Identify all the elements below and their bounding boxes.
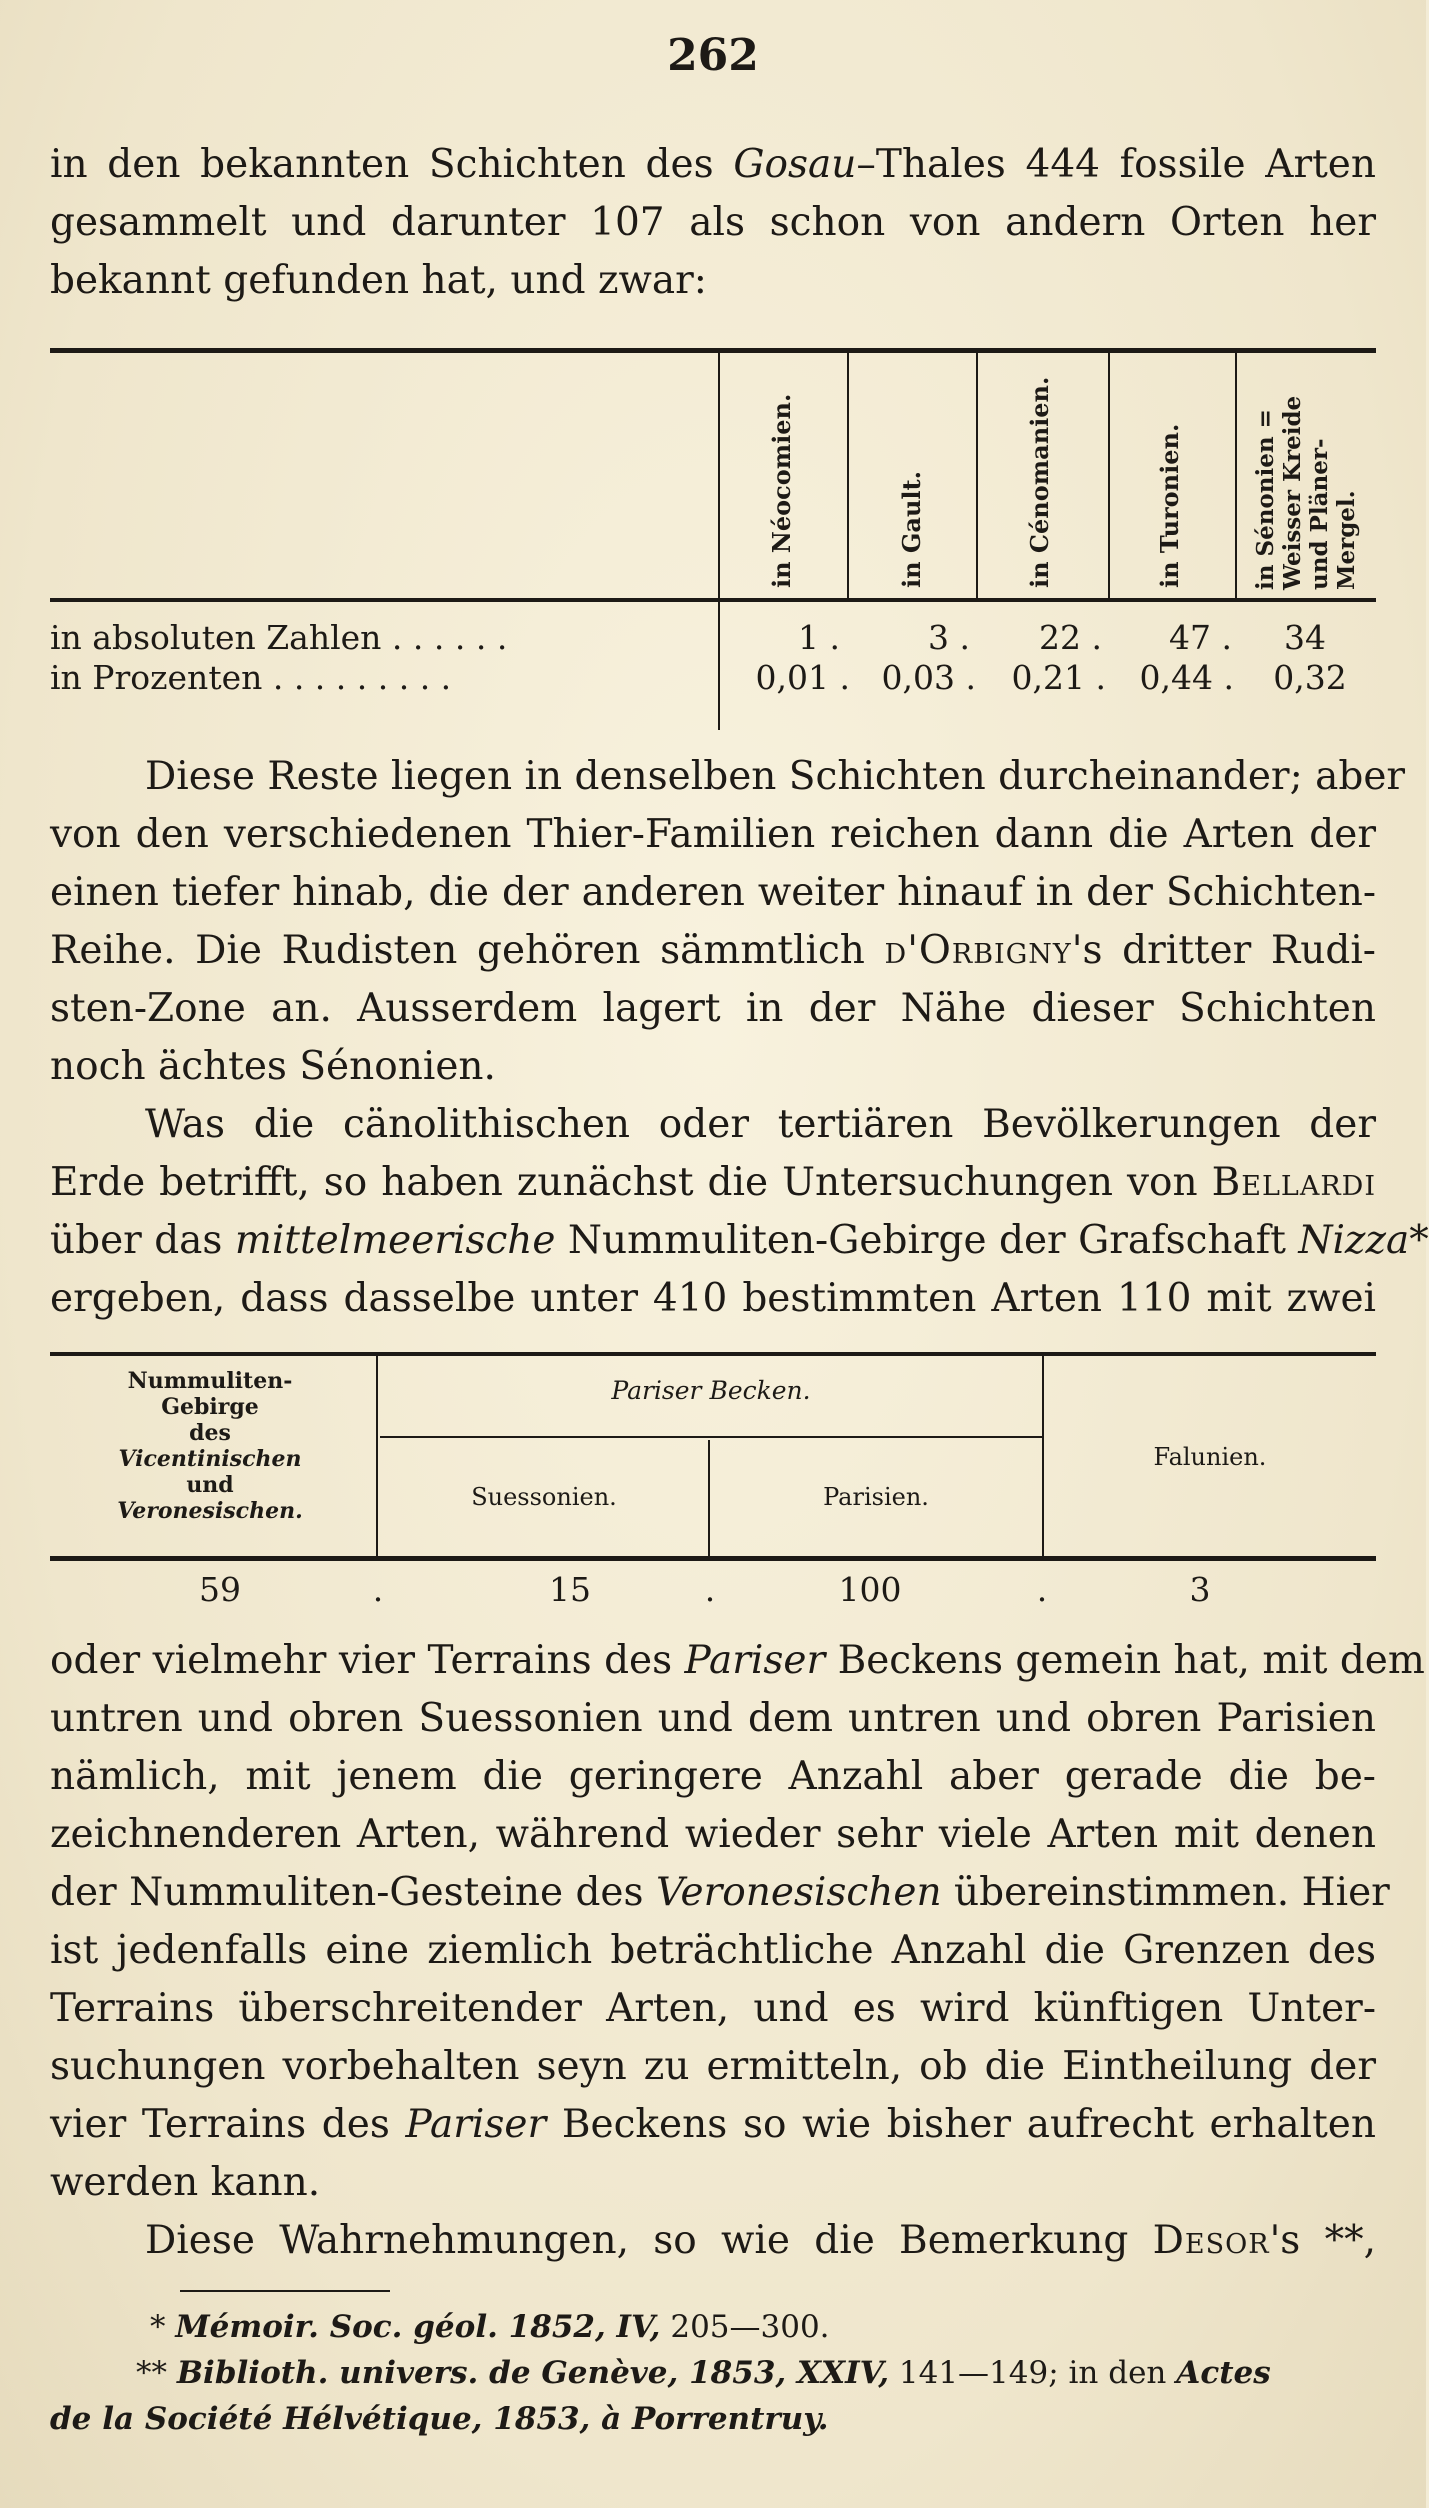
table-cell: 0,03 . bbox=[881, 658, 976, 697]
table-stage-counts bbox=[50, 340, 1376, 740]
table-cell: 15 bbox=[549, 1570, 591, 1609]
paragraph-rudisten bbox=[50, 748, 1406, 1096]
footnote-rule bbox=[180, 2290, 390, 2292]
text-line: bekannt gefunden hat, und zwar: bbox=[50, 258, 707, 303]
author-name: Desor bbox=[1152, 2218, 1270, 2263]
text-line: suchungen vorbehalten seyn zu ermitteln, ob die Eintheilung der bbox=[50, 2044, 1376, 2089]
text: Erde betrifft, so haben zunächst die Untersuchungen von bbox=[50, 1160, 1198, 1205]
text: Diese Wahrnehmungen, so wie die Bemerkung bbox=[145, 2218, 1129, 2263]
column-header-cenomanien: in Cénomanien. bbox=[1025, 376, 1054, 588]
footnote-citation: de la Société Hélvétique, 1853, à Porrentruy. bbox=[50, 2401, 829, 2437]
table-cell: 0,01 . bbox=[755, 658, 850, 697]
footnote-marker: * bbox=[150, 2309, 166, 2345]
text-italic: Veronesischen bbox=[655, 1870, 942, 1915]
row-label: in absoluten Zahlen . . . . . . bbox=[50, 618, 508, 657]
table-top-rule bbox=[50, 348, 1376, 353]
header-line: Vicentinischen bbox=[118, 1446, 302, 1472]
table-header-rule bbox=[50, 1556, 1376, 1561]
column-header-turonien: in Turonien. bbox=[1155, 423, 1184, 588]
text-italic: Pariser bbox=[405, 2102, 547, 2147]
text-italic: Nizza bbox=[1298, 1218, 1410, 1263]
header-line: Veronesischen. bbox=[117, 1498, 303, 1524]
text-line: Was die cänolithischen oder tertiären Bevölkerungen der bbox=[145, 1102, 1376, 1147]
table-cell: 100 bbox=[838, 1570, 902, 1609]
header-line: Gebirge bbox=[161, 1394, 259, 1420]
footnote-2 bbox=[136, 2350, 1376, 2396]
text-line: gesammelt und darunter 107 als schon von andern Orten her bbox=[50, 200, 1376, 245]
text-line: zeichnenderen Arten, während wieder sehr viele Arten mit denen bbox=[50, 1812, 1376, 1857]
author-name: d'Orbigny bbox=[884, 928, 1072, 973]
table-divider bbox=[847, 352, 849, 598]
table-group-rule bbox=[380, 1436, 1042, 1438]
footnote-2-continued bbox=[50, 2396, 1376, 2442]
table-cell: 1 . bbox=[798, 618, 840, 657]
text-line: sten-Zone an. Ausserdem lagert in der Nähe dieser Schichten bbox=[50, 986, 1376, 1031]
footnote-marker: * bbox=[1409, 1218, 1429, 1263]
table-cell: 0,44 . bbox=[1139, 658, 1234, 697]
table-nummuliten bbox=[50, 1348, 1376, 1618]
column-header-parisien: Parisien. bbox=[823, 1483, 929, 1511]
column-header-gault: in Gault. bbox=[897, 471, 926, 588]
page-number: 262 bbox=[667, 30, 759, 81]
header-line: des bbox=[189, 1420, 231, 1446]
text-line: Diese Reste liegen in denselben Schichten durcheinander; aber bbox=[145, 754, 1406, 799]
text-line: nämlich, mit jenem die geringere Anzahl aber gerade die be- bbox=[50, 1754, 1376, 1799]
footnote-pages: 141—149; in den bbox=[898, 2355, 1167, 2391]
text-italic: mittelmeerische bbox=[234, 1218, 556, 1263]
header-line: Nummuliten- bbox=[127, 1368, 293, 1394]
text: 's dritter Rudi- bbox=[1071, 928, 1376, 973]
table-cell-separator: . bbox=[372, 1570, 384, 1609]
footnote-marker: ** bbox=[136, 2355, 167, 2391]
table-cell: 34 bbox=[1284, 618, 1326, 657]
table-cell: 3 . bbox=[928, 618, 970, 657]
column-header-neocomien: in Néocomien. bbox=[767, 393, 796, 588]
footnote-citation: Biblioth. univers. de Genève, 1853, XXIV, bbox=[176, 2355, 890, 2391]
text: oder vielmehr vier Terrains des bbox=[50, 1638, 673, 1683]
paragraph-intro bbox=[50, 136, 1376, 310]
column-header-suessonien: Suessonien. bbox=[471, 1483, 617, 1511]
column-header-nummuliten bbox=[50, 1368, 370, 1524]
paragraph-tertiary bbox=[50, 1096, 1429, 1328]
table-header-rule bbox=[50, 598, 1376, 602]
column-header-falunien: Falunien. bbox=[1153, 1443, 1267, 1471]
table-divider bbox=[1108, 352, 1110, 598]
text: vier Terrains des bbox=[50, 2102, 390, 2147]
column-group-pariser-becken: Pariser Becken. bbox=[611, 1376, 811, 1405]
table-top-rule bbox=[50, 1352, 1376, 1356]
text-line: ergeben, dass dasselbe unter 410 bestimmten Arten 110 mit zwei bbox=[50, 1276, 1376, 1321]
table-divider bbox=[718, 352, 720, 730]
footnote-pages: 205—300. bbox=[670, 2309, 830, 2345]
table-cell: 0,32 bbox=[1273, 658, 1347, 697]
text-line: werden kann. bbox=[50, 2160, 321, 2205]
text-line: Terrains überschreitender Arten, und es wird künftigen Unter- bbox=[50, 1986, 1376, 2031]
table-divider bbox=[1235, 352, 1237, 598]
paragraph-desor bbox=[50, 2212, 1376, 2270]
text: übereinstimmen. Hier bbox=[954, 1870, 1390, 1915]
text-line: noch ächtes Sénonien. bbox=[50, 1044, 496, 1089]
column-header-senonien: in Sénonien = Weisser Kreide und Pläner-Mergel. bbox=[1252, 395, 1360, 590]
text-line: untren und obren Suessonien und dem untren und obren Parisien bbox=[50, 1696, 1376, 1741]
text: Beckens so wie bisher aufrecht erhalten bbox=[561, 2102, 1376, 2147]
text: 's **, bbox=[1269, 2218, 1376, 2263]
text: –Thales 444 fossile Arten bbox=[856, 142, 1376, 187]
table-divider bbox=[976, 352, 978, 598]
paragraph-terrains bbox=[50, 1632, 1425, 2212]
footnote-citation: Mémoir. Soc. géol. 1852, IV, bbox=[175, 2309, 661, 2345]
table-cell: 59 bbox=[199, 1570, 241, 1609]
footnote-citation: Actes bbox=[1176, 2355, 1271, 2391]
text: Nummuliten-Gebirge der Grafschaft bbox=[567, 1218, 1286, 1263]
author-name: Bellardi bbox=[1211, 1160, 1376, 1205]
text: in den bekannten Schichten des bbox=[50, 142, 714, 187]
text-italic: Gosau bbox=[733, 142, 857, 187]
table-cell-separator: . bbox=[704, 1570, 716, 1609]
text: über das bbox=[50, 1218, 223, 1263]
text-italic: Pariser bbox=[684, 1638, 826, 1683]
footnote-1 bbox=[150, 2304, 1376, 2350]
table-divider bbox=[376, 1356, 378, 1556]
table-cell: 22 . bbox=[1039, 618, 1102, 657]
text-line: ist jedenfalls eine ziemlich beträchtliche Anzahl die Grenzen des bbox=[50, 1928, 1376, 1973]
table-cell: 0,21 . bbox=[1011, 658, 1106, 697]
table-cell-separator: . bbox=[1036, 1570, 1048, 1609]
table-cell: 3 bbox=[1189, 1570, 1211, 1609]
text-line: von den verschiedenen Thier-Familien reichen dann die Arten der bbox=[50, 812, 1376, 857]
header-line: und bbox=[186, 1472, 234, 1498]
text: der Nummuliten-Gesteine des bbox=[50, 1870, 644, 1915]
text: Reihe. Die Rudisten gehören sämmtlich bbox=[50, 928, 865, 973]
text-line: einen tiefer hinab, die der anderen weiter hinauf in der Schichten- bbox=[50, 870, 1376, 915]
text: Beckens gemein hat, mit dem bbox=[837, 1638, 1425, 1683]
table-cell: 47 . bbox=[1169, 618, 1232, 657]
row-label: in Prozenten . . . . . . . . . bbox=[50, 658, 452, 697]
